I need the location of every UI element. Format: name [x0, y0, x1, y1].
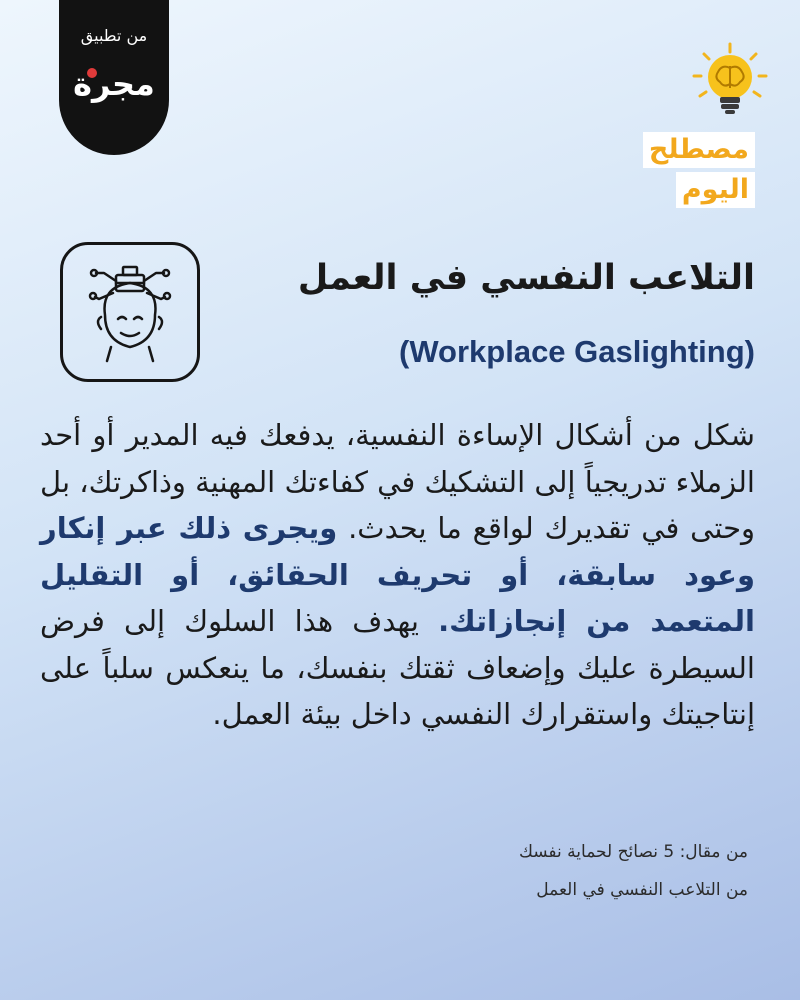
lightbulb-brain-icon: [690, 42, 770, 122]
definition-part-3: يهدف هذا السلوك إلى فرض السيطرة عليك وإضعاف ثقتك بنفسك، ما ينعكس سلباً على إنتاجيتك واستقرارك النفسي داخل بيئة العمل.: [40, 604, 755, 731]
tag-today-label: اليوم: [676, 172, 755, 208]
definition-highlight: ويجرى ذلك عبر إنكار وعود سابقة، أو تحريف الحقائق، أو التقليل المتعمد من إنجازاتك.: [40, 511, 755, 638]
term-title: التلاعب النفسي في العمل: [297, 258, 755, 298]
definition-text: [40, 412, 755, 738]
source-line-1: من مقال: 5 نصائح لحماية نفسك: [518, 842, 748, 862]
app-badge: [59, 0, 169, 155]
tag-term-label: مصطلح: [643, 132, 755, 168]
badge-label: من تطبيق: [80, 26, 148, 45]
source-line-2: من التلاعب النفسي في العمل: [536, 880, 748, 900]
term-subtitle: (Workplace Gaslighting): [399, 334, 755, 369]
head-with-box-icon: [60, 242, 200, 382]
definition-part-1: شكل من أشكال الإساءة النفسية، يدفعك فيه المدير أو أحد الزملاء تدريجياً إلى التشكيك في كفاءتك المهنية وذاكرتك، بل وحتى في تقديرك لواقع ما يحدث.: [40, 418, 756, 545]
app-logo: مجرة: [73, 65, 155, 103]
